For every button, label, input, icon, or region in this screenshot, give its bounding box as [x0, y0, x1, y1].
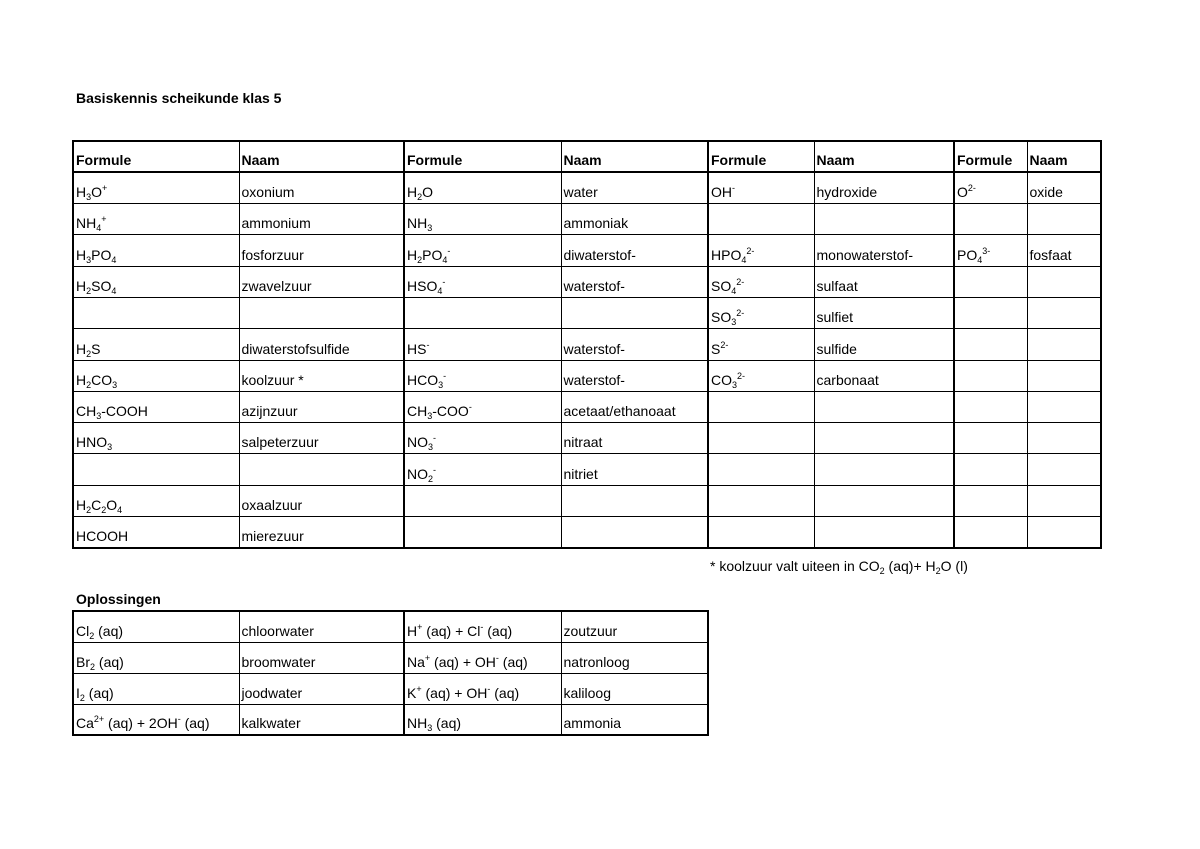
name-cell: kalkwater: [239, 704, 404, 735]
formula-cell: [708, 517, 814, 548]
name-cell: koolzuur *: [239, 360, 404, 391]
formula-cell: K+ (aq) + OH- (aq): [404, 673, 561, 704]
name-cell: monowaterstof-: [814, 235, 954, 266]
table-row: [73, 172, 1101, 203]
name-cell: broomwater: [239, 642, 404, 673]
name-cell: zwavelzuur: [239, 266, 404, 297]
name-cell: [1027, 329, 1101, 360]
table-row: [73, 235, 1101, 266]
column-header: Formule: [708, 141, 814, 172]
column-header: Naam: [239, 141, 404, 172]
formula-cell: $H_2PO_4^-$: [404, 235, 561, 266]
formula-cell: $H_2CO_3$: [73, 360, 239, 391]
formula-cell: [73, 297, 239, 328]
name-cell: [561, 517, 708, 548]
name-cell: [814, 423, 954, 454]
name-cell: sulfaat: [814, 266, 954, 297]
name-cell: [1027, 517, 1101, 548]
name-cell: [1027, 485, 1101, 516]
formula-cell: [708, 423, 814, 454]
solutions-table: [72, 610, 709, 736]
formula-cell: $HCO_3^-$: [404, 360, 561, 391]
formula-cell: [708, 454, 814, 485]
name-cell: [1027, 454, 1101, 485]
name-cell: oxaalzuur: [239, 485, 404, 516]
name-cell: hydroxide: [814, 172, 954, 203]
name-cell: [239, 454, 404, 485]
formula-cell: $H_2S$: [73, 329, 239, 360]
name-cell: [1027, 266, 1101, 297]
table-row: [73, 673, 708, 704]
formula-cell: [954, 297, 1027, 328]
table-row: [73, 517, 1101, 548]
name-cell: waterstof-: [561, 360, 708, 391]
table-row: [73, 642, 708, 673]
name-cell: oxide: [1027, 172, 1101, 203]
name-cell: [1027, 423, 1101, 454]
table-row: [73, 485, 1101, 516]
name-cell: oxonium: [239, 172, 404, 203]
formula-cell: $NH_3$ (aq): [404, 704, 561, 735]
formula-cell: $HSO_4^-$: [404, 266, 561, 297]
formula-cell: HS-: [404, 329, 561, 360]
name-cell: salpeterzuur: [239, 423, 404, 454]
formula-cell: [954, 391, 1027, 422]
name-cell: kaliloog: [561, 673, 708, 704]
name-cell: [814, 517, 954, 548]
name-cell: natronloog: [561, 642, 708, 673]
table-row: [73, 297, 1101, 328]
formula-cell: $SO_3^{2-}$: [708, 297, 814, 328]
name-cell: [239, 297, 404, 328]
formula-cell: [954, 454, 1027, 485]
column-header: Naam: [561, 141, 708, 172]
formula-cell: $HPO_4^{2-}$: [708, 235, 814, 266]
name-cell: chloorwater: [239, 611, 404, 642]
column-header: Formule: [954, 141, 1027, 172]
name-cell: diwaterstof-: [561, 235, 708, 266]
formula-cell: $NH_4^+$: [73, 204, 239, 235]
name-cell: [1027, 297, 1101, 328]
formula-cell: $H_2C_2O_4$: [73, 485, 239, 516]
name-cell: [561, 485, 708, 516]
name-cell: [814, 485, 954, 516]
formula-cell: [404, 517, 561, 548]
ion-table: [72, 140, 1102, 549]
formula-cell: $S^{2-}$: [708, 329, 814, 360]
page-title: Basiskennis scheikunde klas 5: [76, 90, 282, 106]
formula-cell: $SO_4^{2-}$: [708, 266, 814, 297]
name-cell: sulfide: [814, 329, 954, 360]
formula-cell: $CO_3^{2-}$: [708, 360, 814, 391]
name-cell: azijnzuur: [239, 391, 404, 422]
name-cell: [1027, 204, 1101, 235]
formula-cell: [708, 485, 814, 516]
formula-cell: [954, 329, 1027, 360]
name-cell: sulfiet: [814, 297, 954, 328]
formula-cell: $CH_3-COO^-$: [404, 391, 561, 422]
name-cell: nitraat: [561, 423, 708, 454]
formula-cell: $NO_3^-$: [404, 423, 561, 454]
formula-cell: $NO_2^-$: [404, 454, 561, 485]
name-cell: water: [561, 172, 708, 203]
table-row: [73, 329, 1101, 360]
name-cell: ammoniak: [561, 204, 708, 235]
name-cell: nitriet: [561, 454, 708, 485]
name-cell: [561, 297, 708, 328]
name-cell: mierezuur: [239, 517, 404, 548]
name-cell: waterstof-: [561, 266, 708, 297]
table-row: [73, 360, 1101, 391]
formula-cell: [954, 423, 1027, 454]
name-cell: [814, 204, 954, 235]
formula-cell: $NH_3$: [404, 204, 561, 235]
formula-cell: [954, 266, 1027, 297]
formula-cell: [73, 454, 239, 485]
column-header: Naam: [1027, 141, 1101, 172]
formula-cell: $I_2$ (aq): [73, 673, 239, 704]
formula-cell: [954, 204, 1027, 235]
formula-cell: $H_2O$: [404, 172, 561, 203]
formula-cell: H+ (aq) + Cl- (aq): [404, 611, 561, 642]
name-cell: acetaat/ethanoaat: [561, 391, 708, 422]
formula-cell: $HNO_3$: [73, 423, 239, 454]
formula-cell: [954, 485, 1027, 516]
formula-cell: [404, 485, 561, 516]
column-header: Formule: [404, 141, 561, 172]
name-cell: joodwater: [239, 673, 404, 704]
name-cell: [1027, 360, 1101, 391]
name-cell: waterstof-: [561, 329, 708, 360]
formula-cell: [708, 391, 814, 422]
table-row: [73, 704, 708, 735]
table-row: [73, 204, 1101, 235]
formula-cell: $PO_4^{3-}$: [954, 235, 1027, 266]
formula-cell: [404, 297, 561, 328]
table-row: [73, 454, 1101, 485]
formula-cell: HCOOH: [73, 517, 239, 548]
name-cell: ammonium: [239, 204, 404, 235]
table-row: [73, 423, 1101, 454]
name-cell: diwaterstofsulfide: [239, 329, 404, 360]
formula-cell: [954, 517, 1027, 548]
name-cell: [814, 391, 954, 422]
formula-cell: $CH_3$-COOH: [73, 391, 239, 422]
name-cell: [814, 454, 954, 485]
formula-cell: [954, 360, 1027, 391]
formula-cell: $Br_2$ (aq): [73, 642, 239, 673]
formula-cell: $Cl_2$ (aq): [73, 611, 239, 642]
table-row: [73, 391, 1101, 422]
formula-cell: [708, 204, 814, 235]
table-row: [73, 266, 1101, 297]
column-header: Formule: [73, 141, 239, 172]
name-cell: zoutzuur: [561, 611, 708, 642]
solutions-title: Oplossingen: [76, 591, 161, 607]
name-cell: ammonia: [561, 704, 708, 735]
name-cell: [1027, 391, 1101, 422]
name-cell: fosfaat: [1027, 235, 1101, 266]
footnote: * koolzuur valt uiteen in $CO_2$ $(aq)+ H_2O$ (l): [710, 558, 968, 576]
formula-cell: Na+ (aq) + OH- (aq): [404, 642, 561, 673]
header-row: [73, 141, 1101, 172]
name-cell: carbonaat: [814, 360, 954, 391]
formula-cell: $H_3PO_4$: [73, 235, 239, 266]
formula-cell: $H_3O^+$: [73, 172, 239, 203]
formula-cell: OH-: [708, 172, 814, 203]
formula-cell: $H_2SO_4$: [73, 266, 239, 297]
column-header: Naam: [814, 141, 954, 172]
table-row: [73, 611, 708, 642]
formula-cell: $Ca^{2+}$ (aq) + 2OH- (aq): [73, 704, 239, 735]
name-cell: fosforzuur: [239, 235, 404, 266]
formula-cell: $O^{2-}$: [954, 172, 1027, 203]
